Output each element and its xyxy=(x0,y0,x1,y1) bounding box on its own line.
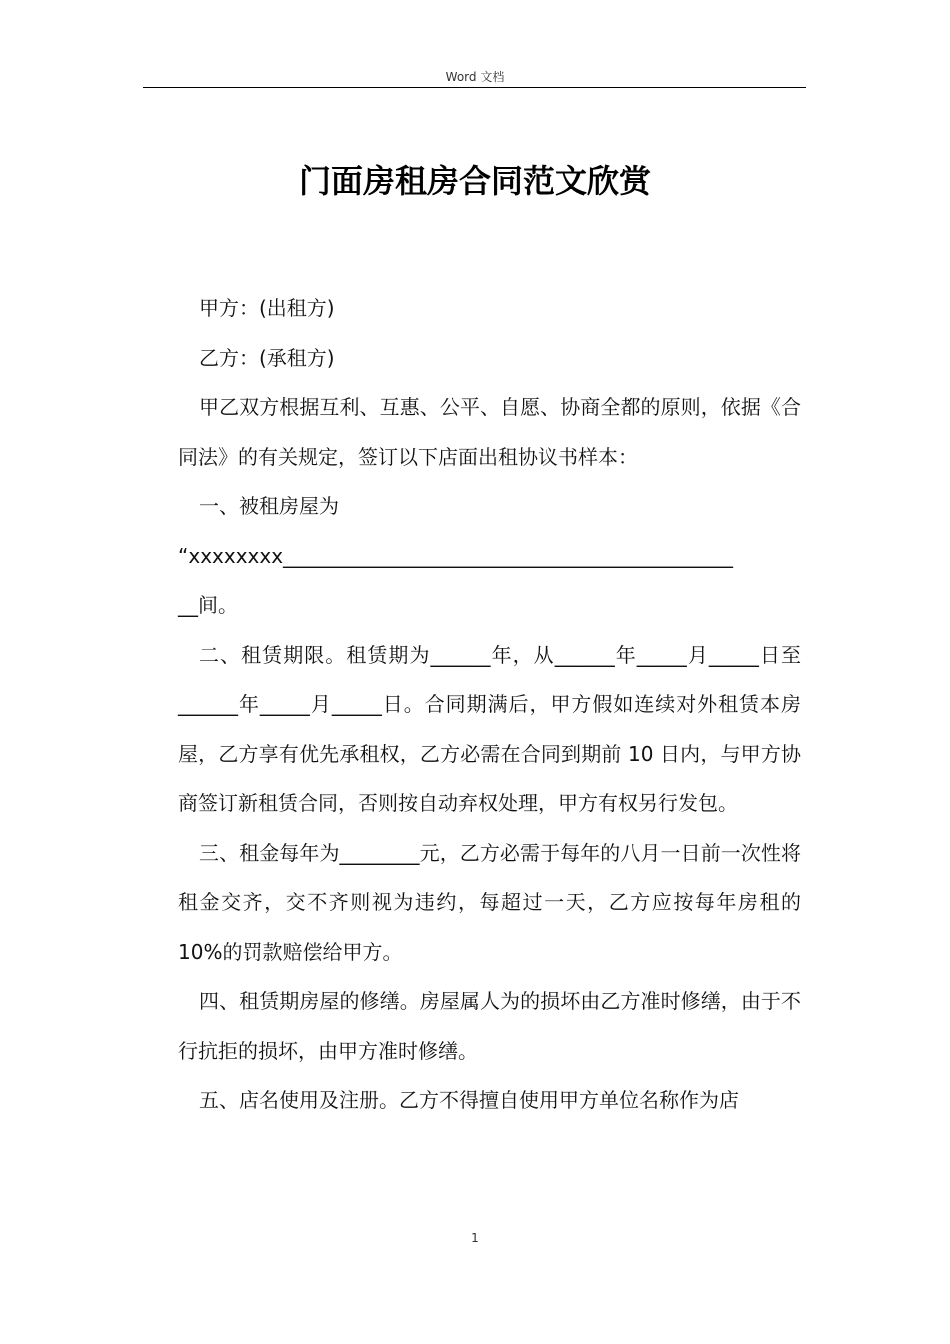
clause-2-lease-term: 二、租赁期限。租赁期为______年，从______年_____月_____日至______年_____月_____日。合同期满后，甲方假如连续对外租赁本房屋，乙方享有优先承租权，乙方必需在合同到期前 10 日内，与甲方协商签订新租赁合同，否则按自动弃权处理，甲方有权另行发包。 xyxy=(178,642,801,815)
document-body xyxy=(178,284,801,1126)
clause-5-store-name: 五、店名使用及注册。乙方不得擅自使用甲方单位名称作为店 xyxy=(199,1088,739,1112)
party-b-line: 乙方：(承租方) xyxy=(199,345,335,370)
party-a-line: 甲方：(出租方) xyxy=(199,296,335,320)
clause-1-heading: 一、被租房屋为 xyxy=(199,494,339,518)
header-divider xyxy=(143,87,806,88)
preamble-paragraph: 甲乙双方根据互利、互惠、公平、自愿、协商全都的原则，依据《合同法》的有关规定，签订以下店面出租协议书样本： xyxy=(178,395,801,469)
clause-3-rent: 三、租金每年为________元，乙方必需于每年的八月一日前一次性将租金交齐，交不齐则视为违约，每超过一天，乙方应按每年房租的 10%的罚款赔偿给甲方。 xyxy=(178,840,801,964)
address-fill-line: “xxxxxxxx_____________________________________________ xyxy=(178,543,734,568)
clause-4-repairs: 四、租赁期房屋的修缮。房屋属人为的损坏由乙方准时修缮，由于不行抗拒的损坏，由甲方准时修缮。 xyxy=(178,989,801,1063)
document-title: 门面房租房合同范文欣赏 xyxy=(298,162,651,200)
page-header-label: Word 文档 xyxy=(445,70,505,84)
address-fill-line-end: __间。 xyxy=(178,593,238,617)
page-number: 1 xyxy=(471,1231,479,1245)
